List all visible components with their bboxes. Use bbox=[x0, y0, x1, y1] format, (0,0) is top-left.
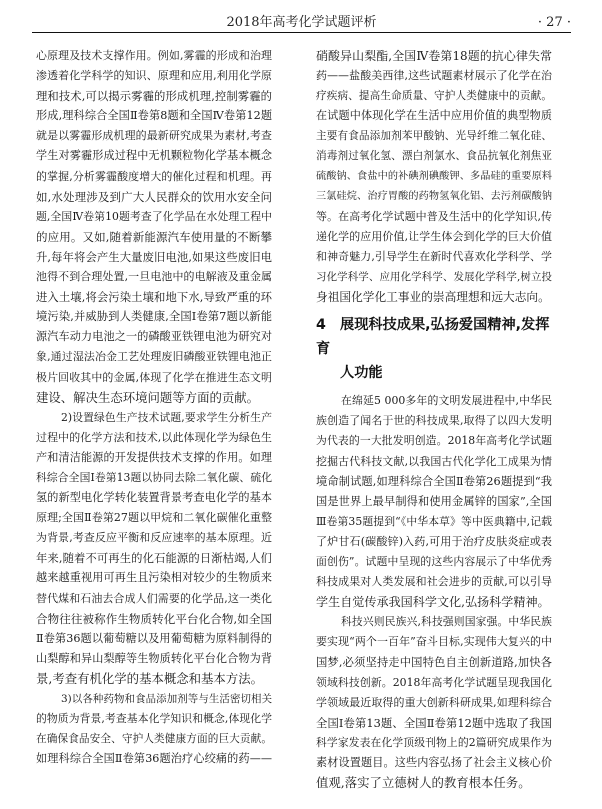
text-line: Ⅲ卷第35题提到“《中华本草》等中医典籍中,记载 bbox=[316, 514, 552, 528]
text-line: 为代表的一大批发明创造。2018年高考化学试题 bbox=[316, 434, 552, 448]
text-line: 过程中的化学方法和技术,以此体现化学为绿色生 bbox=[36, 430, 272, 444]
text-line: 药——盐酸美西律,这些试题素材展示了化学在治 bbox=[316, 69, 552, 83]
text-line: 主要有食品添加剂苯甲酸钠、光导纤维二氧化硅、 bbox=[316, 129, 552, 143]
text-line: 递化学的应用价值,让学生体会到化学的巨大价值 bbox=[316, 229, 552, 243]
running-header-title: 2018年高考化学试题评析 bbox=[226, 15, 377, 30]
text-line: 科综合全国Ⅰ卷第13题以协同去除二氧化碳、硫化 bbox=[36, 470, 272, 484]
text-line: 池得不到合理处置,一旦电池中的电解液及重金属 bbox=[36, 270, 272, 284]
text-line: 替代煤和石油去合成人们需要的化学品,这一类化 bbox=[36, 591, 272, 605]
text-line: 心原理及技术支撑作用。例如,雾霾的形成和治理 bbox=[36, 49, 272, 62]
text-line: 要实现“两个一百年”奋斗目标,实现伟大复兴的中 bbox=[316, 635, 552, 649]
text-line: 习化学科学、应用化学科学、发展化学科学,树立投 bbox=[316, 271, 552, 284]
text-line: 学领域最近取得的重大创新科研成果,如理科综合 bbox=[316, 695, 552, 709]
text-line: 如理科综合全国Ⅱ卷第36题治疗心绞痛的药—— bbox=[36, 752, 272, 766]
text-line: 硫酸钠、食盐中的补碘剂碘酸钾、多晶硅的重要原料 bbox=[316, 170, 552, 182]
text-line: 全国Ⅰ卷第13题、全国Ⅱ卷第12题中选取了我国 bbox=[316, 715, 552, 730]
text-line: 的掌握,分析雾霾酸度增大的催化过程和机理。再 bbox=[36, 169, 272, 183]
section-heading bbox=[316, 313, 552, 385]
text-line: 的应用。又如,随着新能源汽车使用量的不断攀 bbox=[36, 229, 272, 244]
text-line: 形成,理科综合全国Ⅱ卷第8题和全国Ⅳ卷第12题 bbox=[36, 109, 272, 123]
text-line: 境污染,并威胁到人类健康,全国Ⅰ卷第7题以新能 bbox=[36, 310, 272, 324]
paragraph-start-line: 在绵延5 000多年的文明发展进程中,中华民 bbox=[341, 394, 552, 408]
text-line: 题,全国Ⅳ卷第10题考查了化学品在水处理工程中 bbox=[36, 209, 272, 223]
paragraph-start-line: 科技兴则民族兴,科技强则国家强。中华民族 bbox=[341, 615, 552, 629]
text-line: 国梦,必须坚持走中国特色自主创新道路,加快各 bbox=[316, 655, 552, 670]
text-line: 科技成果对人类发展和社会进步的贡献,可以引导 bbox=[316, 575, 552, 589]
text-line: 身祖国化学化工事业的崇高理想和远大志向。 bbox=[316, 290, 550, 305]
text-line: 族创造了闻名于世的科技成果,取得了以四大发明 bbox=[316, 414, 552, 428]
text-line: Ⅱ卷第36题以葡萄糖以及用葡萄糖为原料制得的 bbox=[36, 631, 272, 645]
text-line: 渗透着化学科学的知识、原理和应用,利用化学原 bbox=[36, 69, 272, 83]
running-header bbox=[32, 13, 571, 33]
text-line: 象,通过湿法冶金工艺处理废旧磷酸亚铁锂电池正 bbox=[36, 350, 272, 364]
text-line: 理和技术,可以揭示雾霾的形成机理,控制雾霾的 bbox=[36, 89, 272, 104]
text-line: 极片回收其中的金属,体现了化学在推进生态文明 bbox=[36, 370, 272, 384]
text-line: 面创伤”。试题中呈现的这些内容展示了中华优秀 bbox=[316, 554, 552, 568]
text-line: 为背景,考查反应平衡和反应速率的基本原理。近 bbox=[36, 531, 272, 545]
paragraph-start-line: 3)以各种药物和食品添加剂等与生活密切相关 bbox=[61, 693, 272, 705]
text-line: 氢的新型电化学转化装置背景考查电化学的基本 bbox=[36, 491, 272, 505]
section-title-part-1: 展现科技成果,弘扬爱国精神,发挥育 bbox=[316, 317, 550, 358]
text-line: 学生自觉传承我国科学文化,弘扬科学精神。 bbox=[316, 595, 550, 610]
text-line: 疗疾病、提高生命质量、守护人类健康中的贡献。 bbox=[316, 89, 552, 103]
text-line: 素材设置题目。这些内容弘扬了社会主义核心价 bbox=[316, 755, 552, 769]
text-line: 领域科技创新。2018年高考化学试题呈现我国化 bbox=[316, 675, 552, 689]
text-line: 学生对雾霾形成过程中无机颗粒物化学基本概念 bbox=[36, 149, 272, 163]
text-line: 科学家发表在化学顶级刊物上的2篇研究成果作为 bbox=[316, 735, 552, 749]
text-line: 山梨醇和异山梨醇等生物质转化平台化合物为背 bbox=[36, 651, 272, 665]
text-line: 硝酸异山梨酯,全国Ⅳ卷第18题的抗心律失常 bbox=[316, 49, 552, 63]
text-line: 升,每年将会产生大量废旧电池,如果这些废旧电 bbox=[36, 249, 272, 264]
text-line: 值观,落实了立德树人的教育根本任务。 bbox=[316, 775, 531, 790]
text-line: 就是以雾霾形成机理的最新研究成果为素材,考查 bbox=[36, 129, 272, 143]
text-line: 年来,随着不可再生的化石能源的日渐枯竭,人们 bbox=[36, 551, 272, 566]
text-line: 原理;全国Ⅱ卷第27题以甲烷和二氧化碳催化重整 bbox=[36, 511, 272, 525]
text-line: 挖掘古代科技文献,以我国古代化学化工成果为情 bbox=[316, 454, 552, 468]
text-line: 源汽车动力电池之一的磷酸亚铁锂电池为研究对 bbox=[36, 330, 272, 344]
text-line: 在确保食品安全、守护人类健康方面的巨大贡献。 bbox=[36, 732, 272, 746]
section-heading-line-1 bbox=[316, 313, 552, 361]
text-line: 进入土壤,将会污染土壤和地下水,导致严重的环 bbox=[36, 290, 272, 305]
header-rule bbox=[32, 32, 571, 33]
text-line: 的物质为背景,考查基本化学知识和概念,体现化学 bbox=[36, 712, 272, 726]
text-line: 等。在高考化学试题中普及生活中的化学知识,传 bbox=[316, 209, 552, 223]
right-column bbox=[316, 46, 552, 793]
text-line: 合物往往被称作生物质转化平台化合物,如全国 bbox=[36, 611, 272, 626]
text-line: 如,水处理涉及到广大人民群众的饮用水安全问 bbox=[36, 189, 272, 204]
section-title-part-2: 人功能 bbox=[340, 365, 383, 382]
text-line: 在试题中体现化学在生活中应用价值的典型物质 bbox=[316, 109, 552, 123]
section-number: 4 bbox=[316, 317, 326, 334]
text-line: 国是世界上最早制得和使用金属锌的国家”,全国 bbox=[316, 494, 552, 508]
text-line: 产和清洁能源的开发提供技术支撑的作用。如理 bbox=[36, 450, 272, 464]
text-line: 了炉甘石(碳酸锌)入药,可用于治疗皮肤炎症或表 bbox=[316, 534, 552, 548]
text-line: 境命制试题,如理科综合全国Ⅱ卷第26题提到“我 bbox=[316, 474, 552, 488]
text-line: 景,考查有机化学的基本概念和基本方法。 bbox=[36, 670, 263, 686]
page-number: · 27 · bbox=[537, 15, 571, 30]
text-line: 越来越重视用可再生且污染相对较少的生物质来 bbox=[36, 571, 272, 585]
text-line: 消毒剂过氧化氢、漂白剂氯水、食品抗氧化剂焦亚 bbox=[316, 149, 552, 163]
text-line: 和神奇魅力,引导学生在新时代喜欢化学科学、学 bbox=[316, 249, 552, 263]
text-line: 建设、解决生态环境问题等方面的贡献。 bbox=[36, 389, 260, 405]
left-column bbox=[36, 46, 272, 769]
paragraph-start-line: 2)设置绿色生产技术试题,要求学生分析生产 bbox=[61, 410, 272, 424]
text-line: 三氯硅烷、治疗胃酸的药物氢氧化铝、去污剂碳酸钠 bbox=[316, 190, 552, 202]
